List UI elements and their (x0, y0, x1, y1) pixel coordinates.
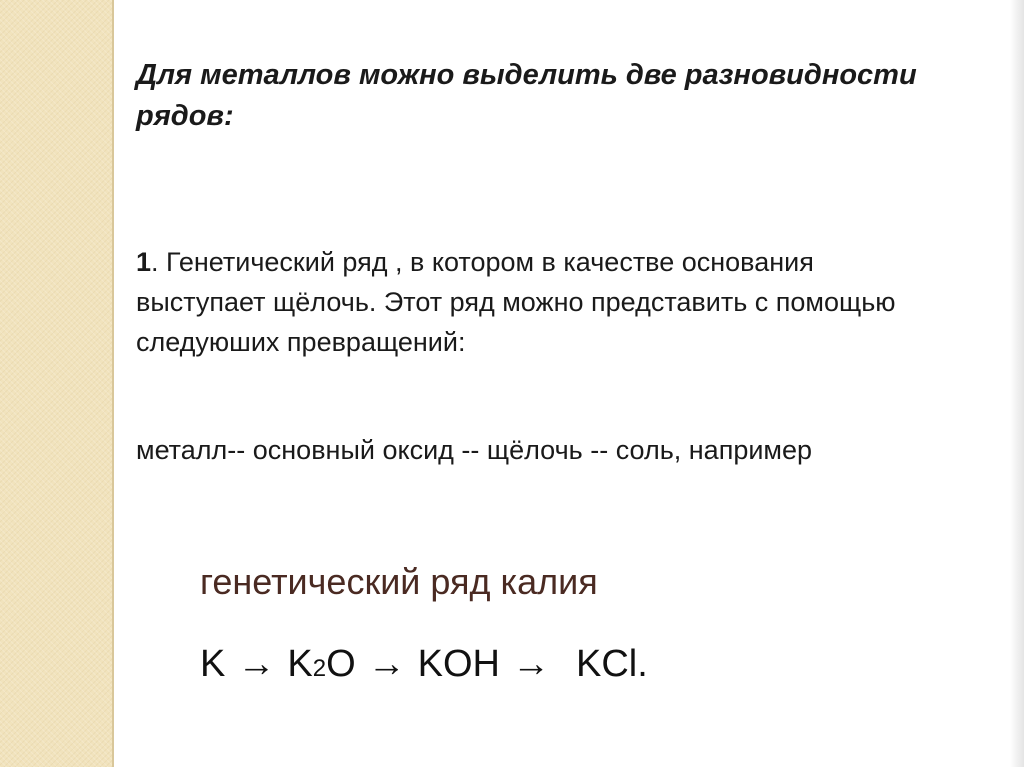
k2o-o: O (326, 643, 356, 685)
k2o-k: K (287, 643, 313, 685)
formula-potassium: K (200, 643, 226, 685)
right-edge-shadow (1010, 0, 1024, 767)
reaction-chain (200, 640, 648, 693)
decorative-side-strip (0, 0, 112, 767)
item-number: 1 (136, 247, 152, 277)
arrow-1: → (237, 643, 276, 685)
k2o-subscript: 2 (312, 655, 327, 682)
formula-potassium-hydroxide: KOH (417, 643, 500, 685)
transformation-scheme: металл-- основный оксид -- щёлочь -- соль, например (136, 435, 813, 465)
side-divider (112, 0, 114, 767)
arrow-2: → (367, 643, 406, 685)
series-title: генетический ряд калия (200, 561, 598, 602)
formula-potassium-chloride: KCl. (576, 643, 648, 685)
arrow-3: → (512, 643, 550, 685)
slide-title: Для металлов можно выделить две разновидности рядов: (136, 59, 917, 132)
item-text: . Генетический ряд , в котором в качестве основания выступает щёлочь. Этот ряд можно представить с помощью следуюших превращений: (136, 247, 896, 357)
formula-potassium-oxide (287, 643, 355, 685)
paragraph-genetic-series (136, 242, 896, 362)
